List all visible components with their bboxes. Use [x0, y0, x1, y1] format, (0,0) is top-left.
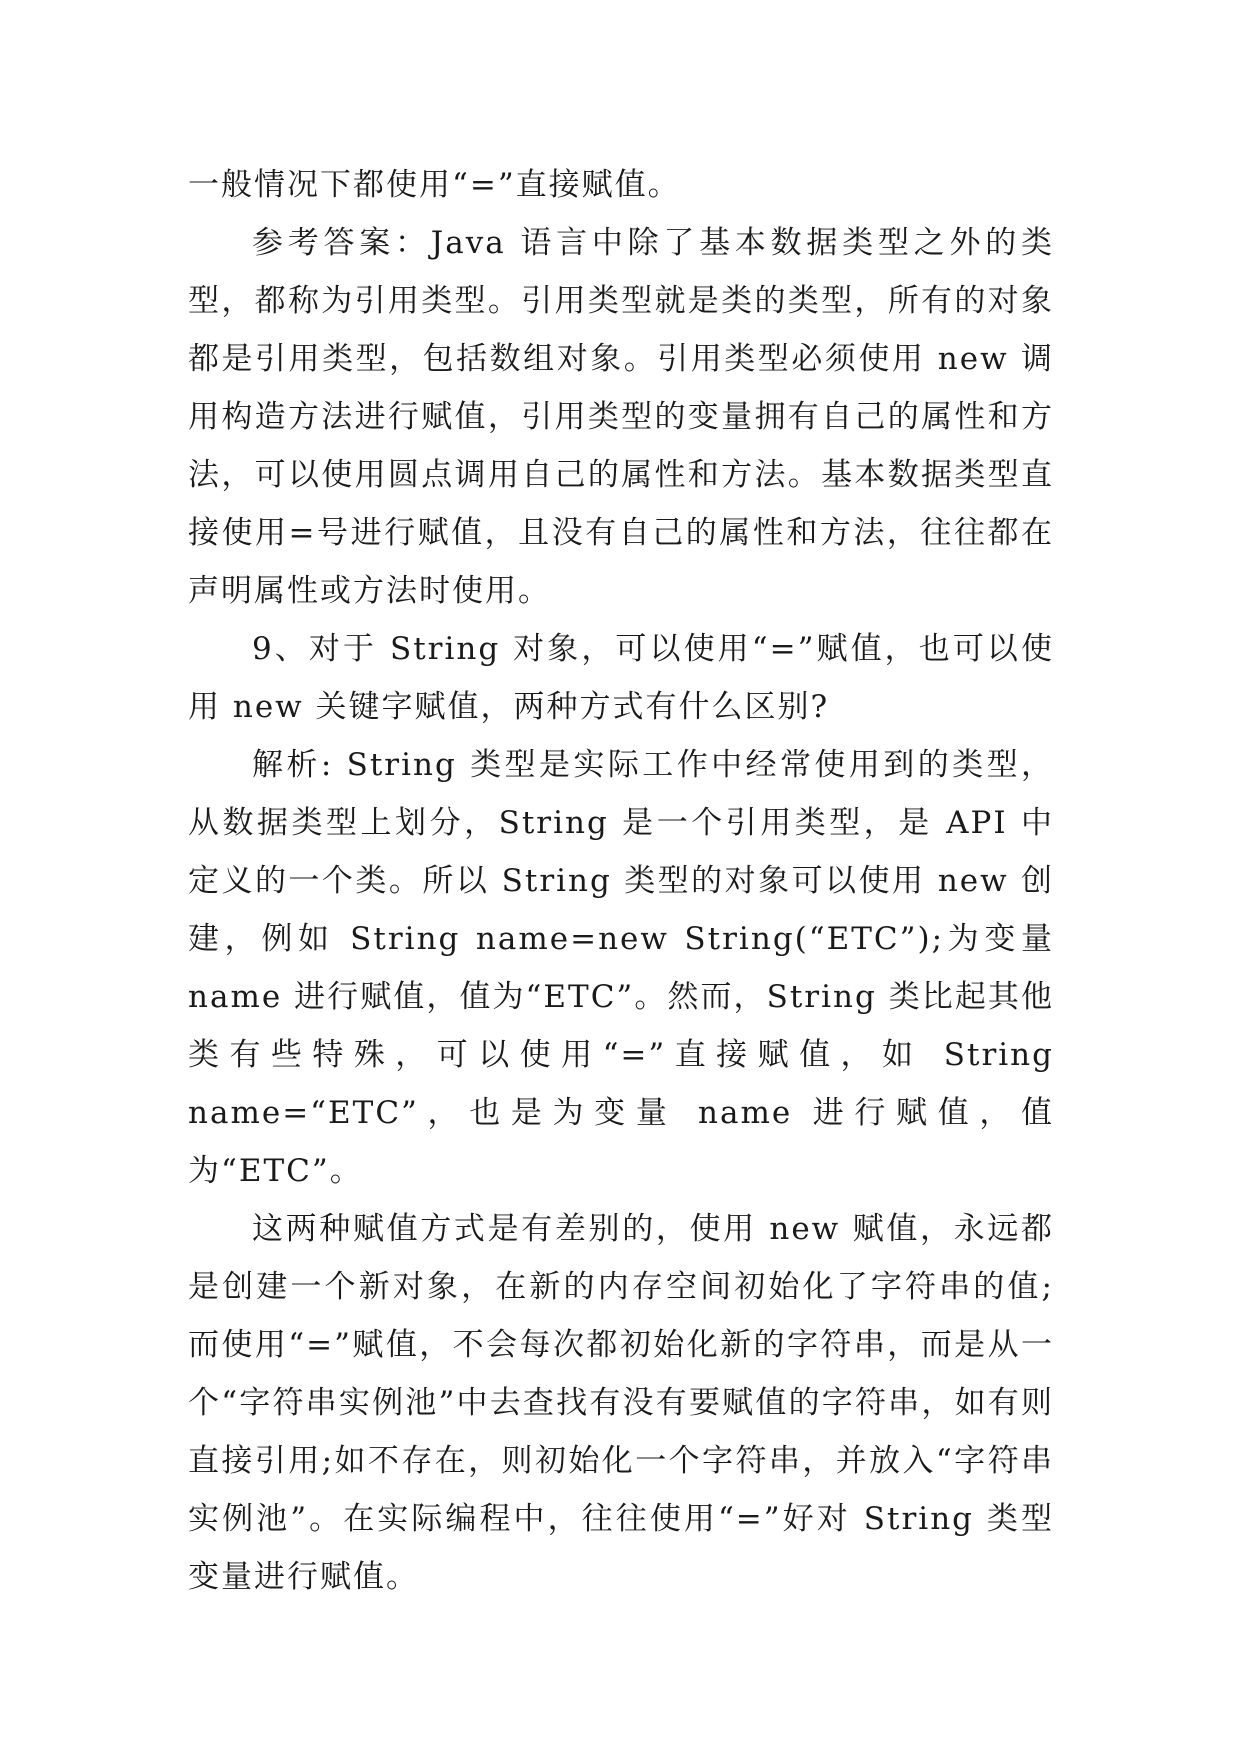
paragraph-continuation: 一般情况下都使用“=”直接赋值。 — [188, 167, 681, 203]
paragraph-question-9: 9、对于 String 对象，可以使用“=”赋值，也可以使用 new 关键字赋值，两种方式有什么区别? — [188, 631, 1054, 725]
paragraph-difference: 这两种赋值方式是有差别的，使用 new 赋值，永远都是创建一个新对象，在新的内存空间初始化了字符串的值;而使用“=”赋值，不会每次都初始化新的字符串，而是从一个“字符串实例池”中去查找有没有要赋值的字符串，如有则直接引用;如不存在，则初始化一个字符串，并放入“字符串实例池”。在实际编程中，往往使用“=”好对 String 类型变量进行赋值。 — [188, 1211, 1054, 1595]
document-body — [188, 156, 1054, 1606]
paragraph-analysis: 解析: String 类型是实际工作中经常使用到的类型，从数据类型上划分，String 是一个引用类型，是 API 中定义的一个类。所以 String 类型的对象可以使用 new 创建，例如 String name=new String(“ETC”);为变量 name 进行赋值，值为“ETC”。然而，String 类比起其他类有些特殊，可以使用“=”直接赋值，如 String name=“ETC”，也是为变量 name 进行赋值，值为“ETC”。 — [188, 747, 1054, 1189]
paragraph-reference-answer: 参考答案：Java 语言中除了基本数据类型之外的类型，都称为引用类型。引用类型就是类的类型，所有的对象都是引用类型，包括数组对象。引用类型必须使用 new 调用构造方法进行赋值，引用类型的变量拥有自己的属性和方法，可以使用圆点调用自己的属性和方法。基本数据类型直接使用=号进行赋值，且没有自己的属性和方法，往往都在声明属性或方法时使用。 — [188, 225, 1054, 609]
